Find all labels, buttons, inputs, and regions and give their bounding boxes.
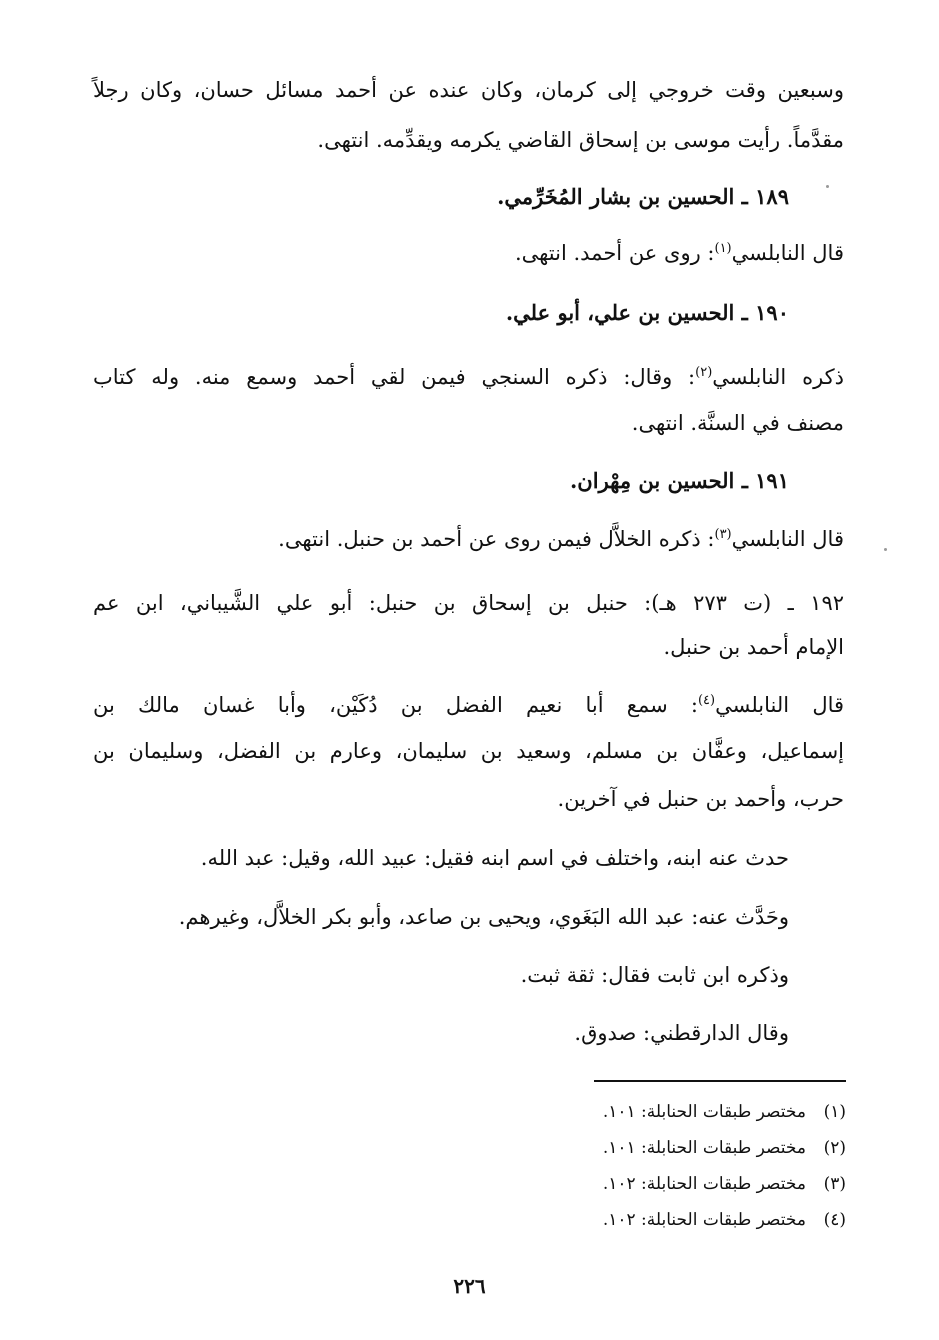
footnote-number: (٢) (823, 1138, 846, 1158)
text-span: : روى عن أحمد. انتهى. (514, 241, 715, 265)
text-line: حرب، وأحمد بن حنبل في آخرين. (557, 787, 844, 811)
text-line (93, 690, 844, 720)
footnote-number: (٤) (823, 1210, 846, 1230)
entry-heading: ١٩٢ ـ (ت ٢٧٣ هـ): حنبل بن إسحاق بن حنبل: أبو علي الشَّيباني، ابن عم (93, 591, 845, 615)
footnote (603, 1136, 846, 1160)
text-line (515, 238, 844, 268)
page-number: ٢٢٦ (453, 1274, 486, 1298)
text-span: : سمع أبا نعيم الفضل بن دُكَيْن، وأبا غسان مالك بن (93, 693, 698, 717)
text-span: : وقال: ذكره السنجي فيمن لقي أحمد وسمع منه. وله كتاب (93, 365, 696, 389)
text-line: وقال الدارقطني: صدوق. (574, 1021, 789, 1045)
entry-heading: ١٩٠ ـ الحسين بن علي، أبو علي. (505, 300, 789, 325)
text-line (93, 362, 844, 392)
entry-heading: ١٨٩ ـ الحسين بن بشار المُخَرِّمي. (497, 184, 789, 209)
footnote-text: مختصر طبقات الحنابلة: ١٠٢. (602, 1174, 806, 1194)
footnote-text: مختصر طبقات الحنابلة: ١٠١. (602, 1102, 806, 1122)
text-line (278, 524, 844, 554)
text-line: وحَدَّث عنه: عبد الله البَغَوي، ويحيى بن صاعد، وأبو بكر الخلاَّل، وغيرهم. (178, 905, 789, 929)
text-line: وسبعين وقت خروجي إلى كرمان، وكان عنده عن أحمد مسائل حسان، وكان رجلاً (93, 78, 844, 102)
footnote-ref: (٤) (697, 693, 716, 708)
text-line: إسماعيل، وعفَّان بن مسلم، وسعيد بن سليمان، وعارم بن الفضل، وسليمان بن (93, 739, 844, 763)
text-line: مقدَّماً. رأيت موسى بن إسحاق القاضي يكرمه ويقدِّمه. انتهى. (317, 128, 844, 152)
text-span: قال النابلسي (731, 241, 844, 265)
footnote (603, 1172, 846, 1196)
scan-speck (884, 548, 887, 551)
footnote-ref: (٢) (695, 365, 713, 380)
text-span: قال النابلسي (715, 693, 845, 717)
entry-heading: ١٩١ ـ الحسين بن مِهْران. (570, 468, 789, 493)
text-line: مصنف في السنَّة. انتهى. (631, 411, 844, 435)
text-span: قال النابلسي (731, 527, 844, 551)
footnote-number: (١) (823, 1102, 846, 1122)
text-line: وذكره ابن ثابت فقال: ثقة ثبت. (520, 963, 789, 987)
text-line: حدث عنه ابنه، واختلف في اسم ابنه فقيل: عبيد الله، وقيل: عبد الله. (200, 846, 789, 870)
footnote-number: (٣) (823, 1174, 846, 1194)
footnote-ref: (١) (714, 241, 732, 256)
footnote (603, 1100, 846, 1124)
scan-speck (826, 185, 829, 188)
footnote (603, 1208, 846, 1232)
footnote-ref: (٣) (714, 527, 732, 542)
footnote-text: مختصر طبقات الحنابلة: ١٠١. (602, 1138, 806, 1158)
text-span: : ذكره الخلاَّل فيمن روى عن أحمد بن حنبل. انتهى. (278, 527, 715, 551)
footnote-divider (594, 1080, 846, 1082)
text-span: ذكره النابلسي (712, 365, 845, 389)
footnote-text: مختصر طبقات الحنابلة: ١٠٢. (602, 1210, 806, 1230)
text-line: الإمام أحمد بن حنبل. (663, 635, 844, 659)
